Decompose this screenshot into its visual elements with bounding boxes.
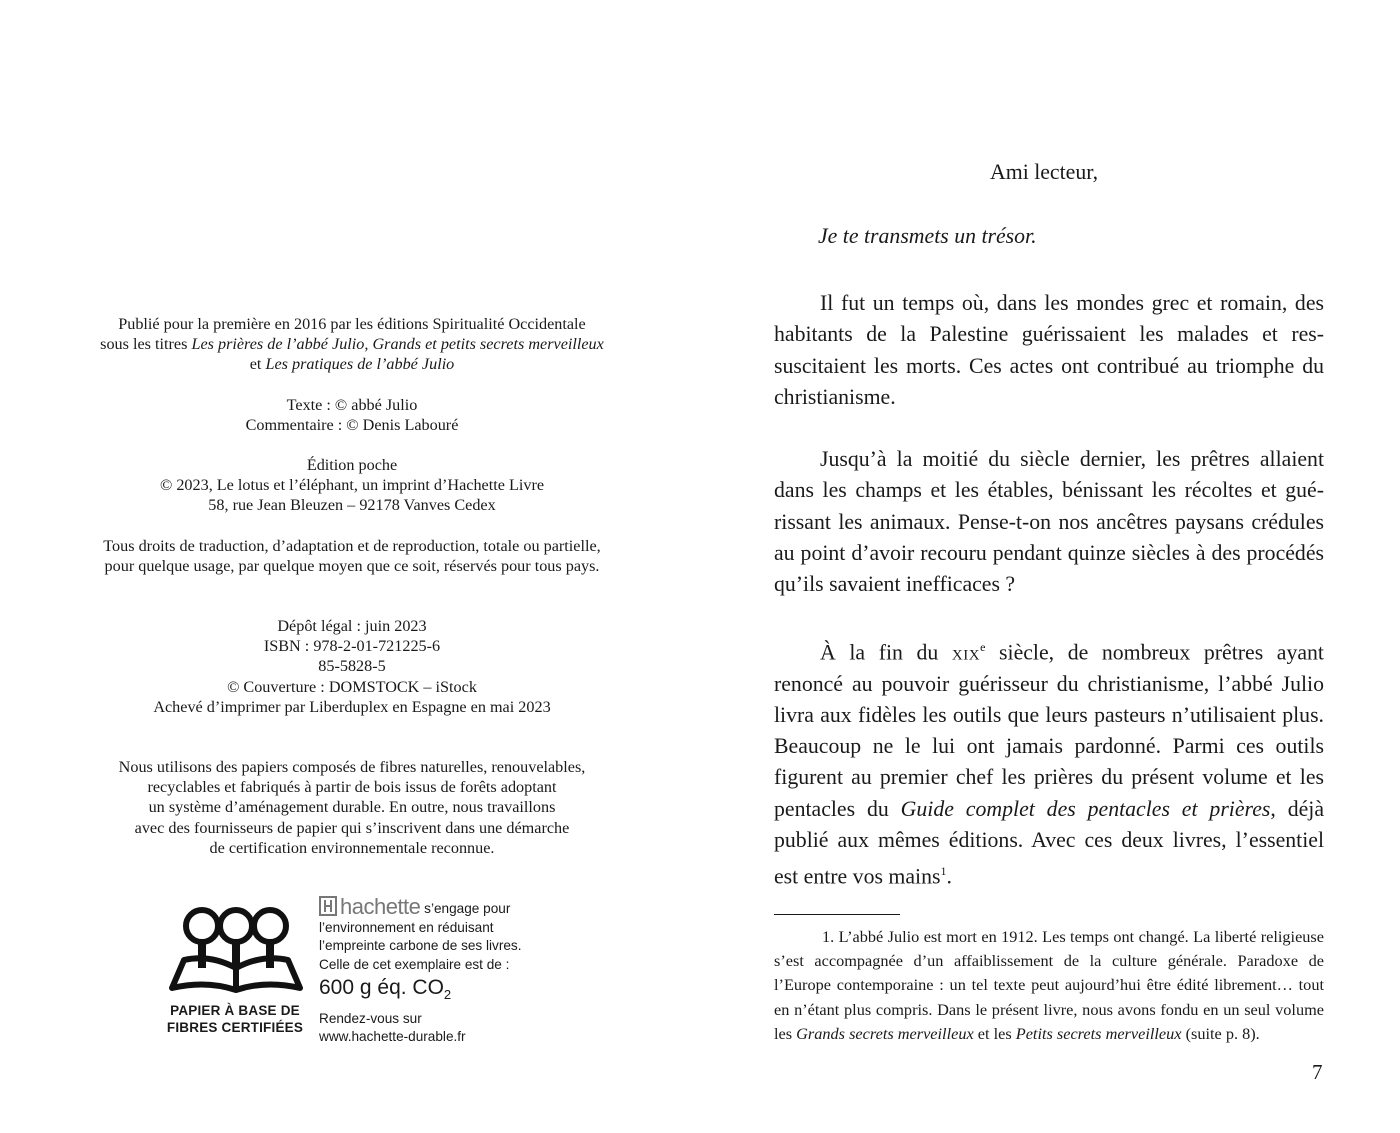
rights-block bbox=[60, 536, 644, 576]
trees-book-icon bbox=[166, 902, 306, 994]
paragraph-text: Jusqu’à la moitié du siècle dernier, les prêtres allaient dans les champs et les étables, bénissant les récoltes et guérissant les animaux. Pense-t-on nos ancêtres paysans crédules au point d’avoir recouru pendant quinze siècles à des procédés qu’ils savaient inefficaces ? bbox=[774, 447, 1324, 597]
carbon-footprint bbox=[319, 974, 569, 1009]
eco-caption-line: FIBRES CERTIFIÉES bbox=[166, 1020, 304, 1035]
legal-deposit: Dépôt légal : juin 2023 bbox=[277, 617, 427, 636]
paper-line: de certification environnementale reconnue. bbox=[209, 838, 495, 857]
publisher-address: 58, rue Jean Bleuzen – 92178 Vanves Cedex bbox=[208, 496, 496, 515]
text-run: 1. L’abbé Julio est mort en 1912. Les temps ont changé. La liberté religieuse s’est accompagnée d’un affaiblissement de la culture générale. Paradoxe de l’Europe contemporaine : un tel texte peut aujourd’hui être édité librement… tout en n’étant plus compris. Dans le présent livre, nous avons fondu en un seul volume les bbox=[774, 927, 1324, 1043]
publication-prefix: sous les titres bbox=[100, 335, 192, 354]
text-run: À la fin du bbox=[820, 640, 952, 665]
hachette-commit-line bbox=[319, 896, 569, 919]
book-title: Grands secrets merveilleux bbox=[796, 1023, 974, 1043]
edition-block bbox=[60, 455, 644, 516]
publication-title: Grands et petits secrets merveilleux bbox=[372, 335, 604, 354]
eco-commitment bbox=[319, 896, 569, 1047]
salutation: Ami lecteur, bbox=[990, 160, 1099, 184]
text-run: siècle, de nombreux prêtres ayant renoncé au pouvoir guérisseur du christianisme, l’abbé Julio livra aux fidèles les outils que leurs pasteurs n’utilisaient plus. Beaucoup ne le lui ont jamais pardonné. Parmi ces outils figurent au premier chef les prières du présent volume et les pentacles du bbox=[774, 640, 1324, 821]
cover-credit: © Couverture : DOMSTOCK – iStock bbox=[227, 677, 477, 696]
printer-line: Achevé d’imprimer par Liberduplex en Espagne en mai 2023 bbox=[153, 697, 551, 716]
commit-text: l’empreinte carbone de ses livres. bbox=[319, 938, 522, 954]
text-run: , déjà publié aux mêmes éditions. Avec ces deux livres, l’essentiel est entre vos mains bbox=[774, 796, 1324, 889]
commit-text: l’environnement en réduisant bbox=[319, 919, 494, 935]
text-run: et les bbox=[973, 1023, 1016, 1043]
publication-title: Les pratiques de l’abbé Julio bbox=[265, 355, 455, 374]
footnote bbox=[774, 925, 1324, 1046]
eco-caption bbox=[166, 1002, 304, 1036]
carbon-value: 600 g éq. CO bbox=[319, 976, 444, 1000]
eco-caption-line: PAPIER À BASE DE bbox=[170, 1003, 300, 1018]
carbon-sub: 2 bbox=[443, 987, 452, 1003]
book-title: Guide complet des pentacles et prières bbox=[900, 796, 1271, 821]
rights-line: pour quelque usage, par quelque moyen que ce soit, réservés pour tous pays. bbox=[104, 556, 600, 575]
paper-line: Nous utilisons des papiers composés de fibres naturelles, renouvelables, bbox=[118, 758, 586, 777]
paragraph-1 bbox=[774, 288, 1324, 413]
paper-line: un système d’aménagement durable. En outre, nous travaillons bbox=[148, 798, 556, 817]
text-run: (suite p. 8). bbox=[1181, 1023, 1260, 1043]
text-run: . bbox=[946, 864, 952, 889]
paper-block bbox=[60, 757, 644, 858]
legal-block bbox=[60, 616, 644, 717]
visit-text: Rendez-vous sur bbox=[319, 1010, 422, 1026]
footnote-ref[interactable]: 1 bbox=[940, 864, 947, 879]
copyright: © 2023, Le lotus et l’éléphant, un imprint d’Hachette Livre bbox=[159, 476, 545, 495]
paragraph-text bbox=[774, 632, 1324, 893]
text-credit: Texte : © abbé Julio bbox=[286, 395, 418, 414]
commit-text: Celle de cet exemplaire est de : bbox=[319, 956, 510, 972]
publication-titles-line bbox=[60, 334, 644, 354]
publication-prefix: et bbox=[249, 355, 266, 374]
hachette-logo-icon bbox=[319, 896, 337, 916]
paper-line: avec des fournisseurs de papier qui s’inscrivent dans une démarche bbox=[134, 818, 570, 837]
eco-label bbox=[166, 896, 566, 1046]
publication-title: Les prières de l’abbé Julio, bbox=[191, 335, 369, 354]
isbn: ISBN : 978-2-01-721225-6 bbox=[263, 637, 441, 656]
rights-line: Tous droits de traduction, d’adaptation et de reproduction, totale ou partielle, bbox=[103, 536, 601, 555]
page-number: 7 bbox=[1312, 1060, 1323, 1084]
paper-line: recyclables et fabriqués à partir de bois issus de forêts adoptant bbox=[147, 778, 557, 797]
century-numeral: xix bbox=[951, 640, 981, 665]
publication-titles-line bbox=[60, 354, 644, 374]
superscript: e bbox=[980, 640, 986, 654]
edition-label: Édition poche bbox=[306, 456, 398, 475]
paragraph-3 bbox=[774, 632, 1324, 893]
product-code: 85-5828-5 bbox=[318, 657, 386, 676]
paragraph-2 bbox=[774, 444, 1324, 600]
commit-text: s’engage pour bbox=[420, 901, 511, 916]
hachette-url[interactable]: www.hachette-durable.fr bbox=[319, 1029, 466, 1045]
motto: Je te transmets un trésor. bbox=[818, 224, 1037, 248]
footnote-text bbox=[774, 925, 1324, 1046]
publication-block bbox=[60, 314, 644, 375]
book-title: Petits secrets merveilleux bbox=[1015, 1023, 1182, 1043]
commentary-credit: Commentaire : © Denis Labouré bbox=[245, 415, 459, 434]
paragraph-text: Il fut un temps où, dans les mondes grec et romain, des habitants de la Palestine guérissaient les malades et ressuscitaient les morts. Ces actes ont contribué au triomphe du christianisme. bbox=[774, 291, 1324, 409]
colophon bbox=[60, 314, 644, 858]
hachette-brand: hachette bbox=[340, 894, 421, 919]
publication-line: Publié pour la première en 2016 par les éditions Spiritualité Occidentale bbox=[118, 315, 586, 333]
credits-block bbox=[60, 395, 644, 435]
footnote-rule bbox=[774, 914, 900, 915]
